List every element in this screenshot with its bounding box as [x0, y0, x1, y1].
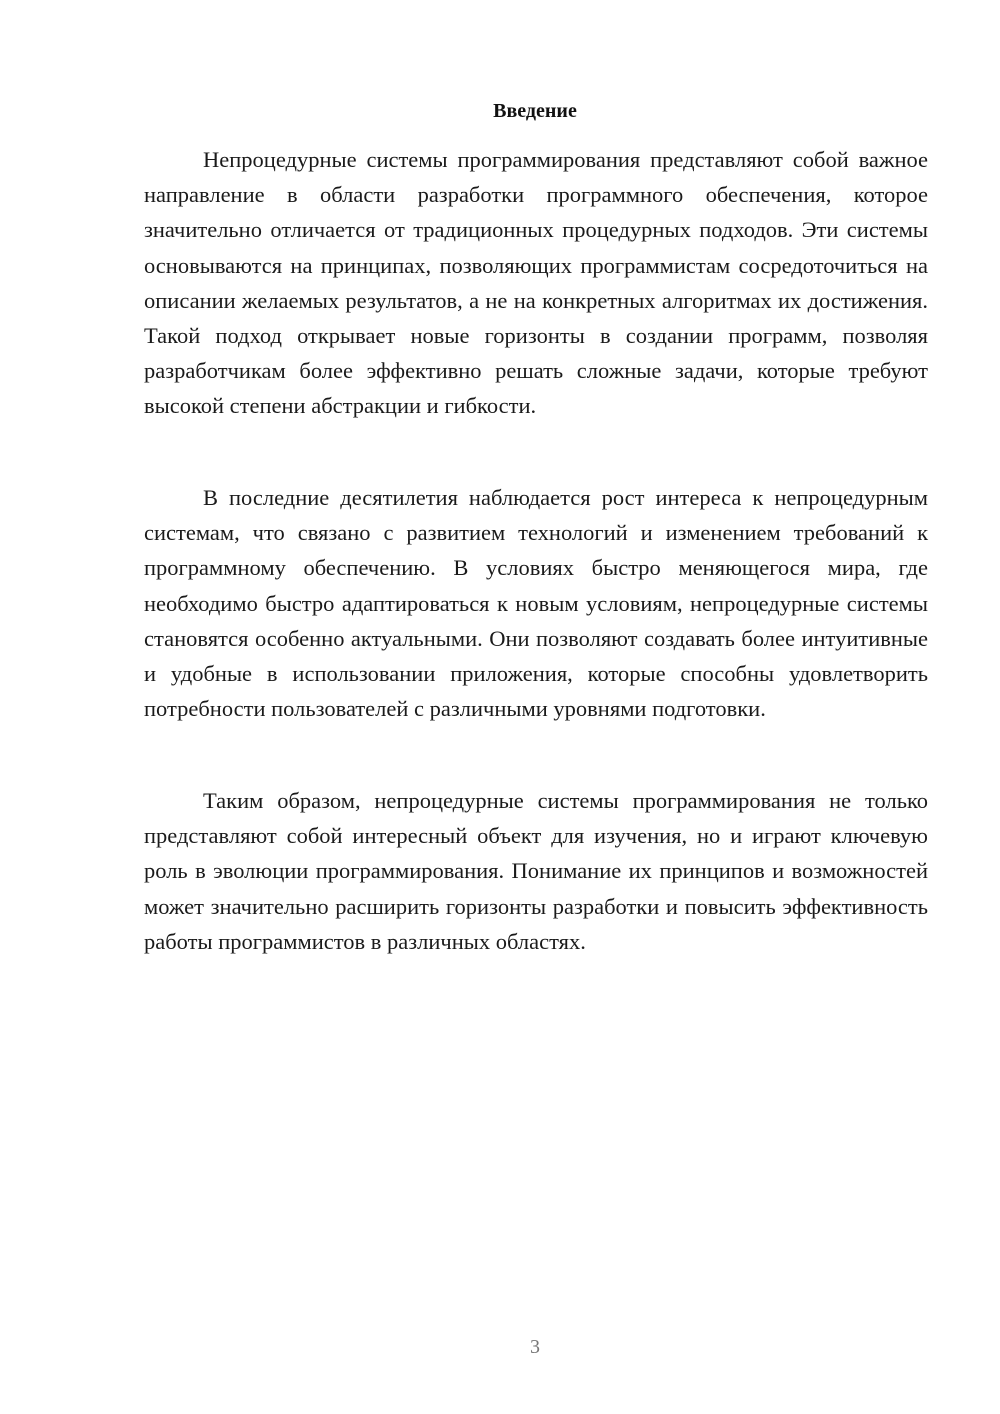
- paragraph-3: Таким образом, непроцедурные системы программирования не только представляют собой интересный объект для изучения, но и играют ключевую роль в эволюции программирования. Понимание их принципов и возможностей может значительно расширить горизонты разработки и повысить эффективность работы программистов в различных областях.: [144, 788, 928, 954]
- section-title: Введение: [493, 100, 577, 122]
- page-number: 3: [530, 1336, 540, 1358]
- paragraph-1: Непроцедурные системы программирования представляют собой важное направление в области разработки программного обеспечения, которое значительно отличается от традиционных процедурных подходов. Эти системы основываются на принципах, позволяющих программистам сосредоточиться на описании желаемых результатов, а не на конкретных алгоритмах их достижения. Такой подход открывает новые горизонты в создании программ, позволяя разработчикам более эффективно решать сложные задачи, которые требуют высокой степени абстракции и гибкости.: [144, 147, 928, 419]
- paragraph-2: В последние десятилетия наблюдается рост интереса к непроцедурным системам, что связано с развитием технологий и изменением требований к программному обеспечению. В условиях быстро меняющегося мира, где необходимо быстро адаптироваться к новым условиям, непроцедурные системы становятся особенно актуальными. Они позволяют создавать более интуитивные и удобные в использовании приложения, которые способны удовлетворить потребности пользователей с различными уровнями подготовки.: [144, 485, 928, 722]
